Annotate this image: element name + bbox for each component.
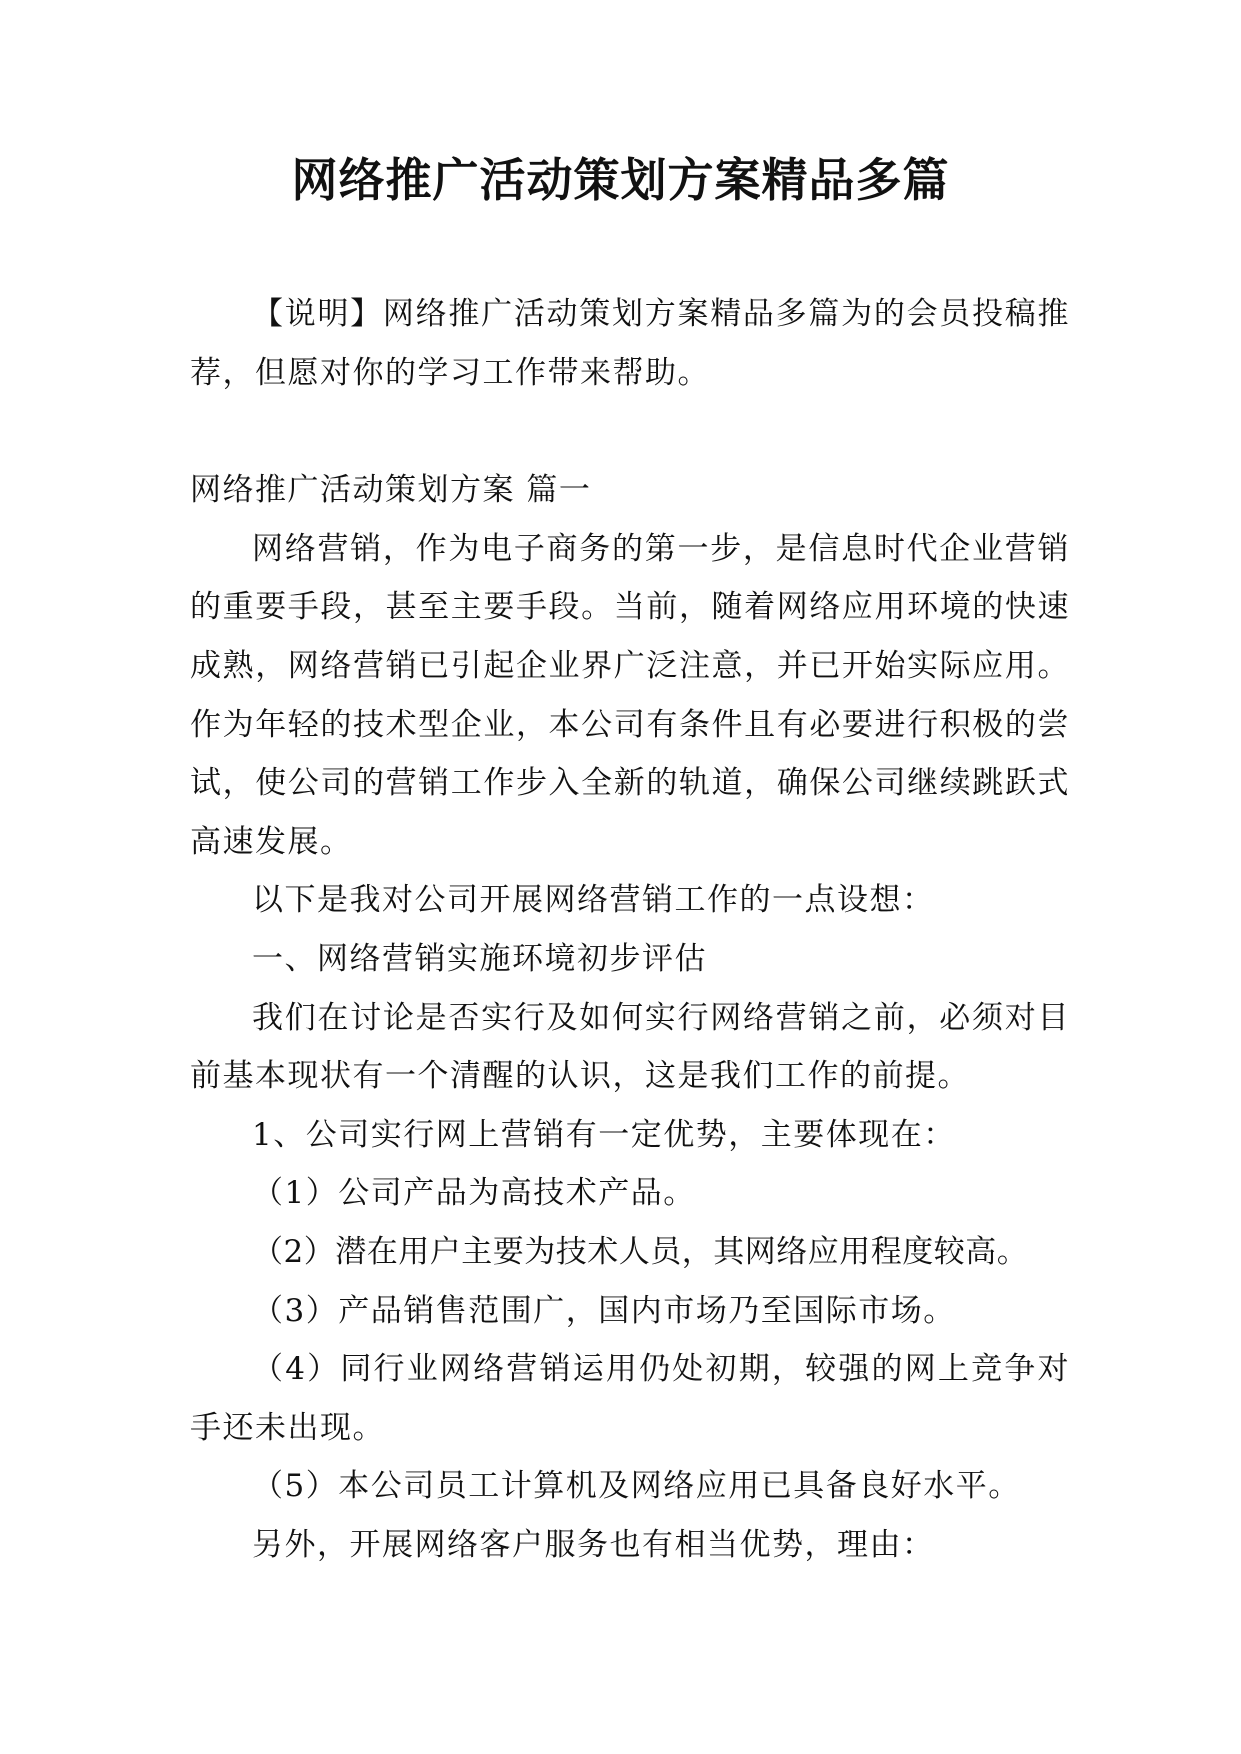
body-paragraph: 一、网络营销实施环境初步评估 — [252, 940, 707, 977]
paragraph-gap — [190, 402, 1070, 461]
body-paragraph: 1、公司实行网上营销有一定优势，主要体现在： — [252, 1116, 956, 1153]
section-heading: 网络推广活动策划方案 篇一 — [190, 472, 592, 509]
list-item: （4）同行业网络营销运用仍处初期，较强的网上竞争对手还未出现。 — [190, 1351, 1070, 1446]
list-item: （1）公司产品为高技术产品。 — [252, 1175, 696, 1212]
body-paragraph: 网络营销，作为电子商务的第一步，是信息时代企业营销的重要手段，甚至主要手段。当前，随着网络应用环境的快速成熟，网络营销已引起企业界广泛注意，并已开始实际应用。作为年轻的技术型企业，本公司有条件且有必要进行积极的尝试，使公司的营销工作步入全新的轨道，确保公司继续跳跃式高速发展。 — [190, 530, 1070, 860]
list-item: （3）产品销售范围广，国内市场乃至国际市场。 — [252, 1292, 956, 1329]
document-body — [190, 285, 1070, 1574]
body-paragraph: 另外，开展网络客户服务也有相当优势，理由： — [252, 1526, 935, 1563]
list-item: （2）潜在用户主要为技术人员，其网络应用程度较高。 — [252, 1233, 1029, 1270]
list-item: （5）本公司员工计算机及网络应用已具备良好水平。 — [252, 1468, 1021, 1505]
intro-paragraph: 【说明】网络推广活动策划方案精品多篇为的会员投稿推荐，但愿对你的学习工作带来帮助。 — [190, 296, 1070, 391]
page-title: 网络推广活动策划方案精品多篇 — [291, 153, 950, 207]
body-paragraph: 以下是我对公司开展网络营销工作的一点设想： — [252, 882, 935, 919]
body-paragraph: 我们在讨论是否实行及如何实行网络营销之前，必须对目前基本现状有一个清醒的认识，这是我们工作的前提。 — [190, 999, 1070, 1095]
